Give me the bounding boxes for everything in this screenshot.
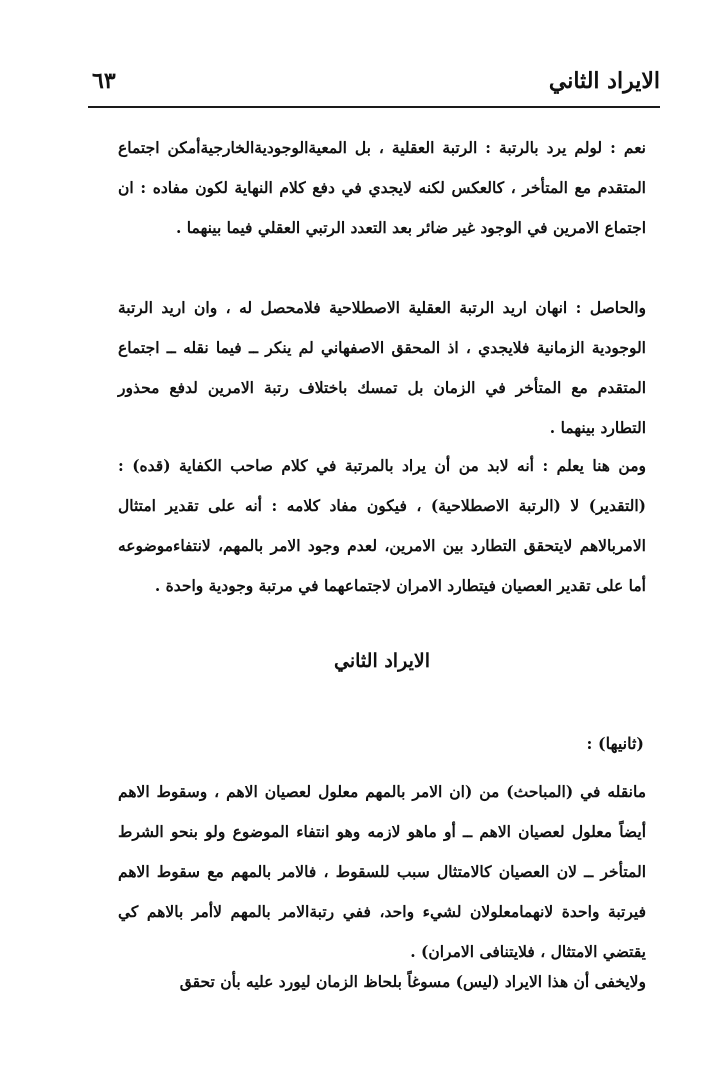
paragraph-4: مانقله في (المباحث) من (ان الامر بالمهم معلول لعصيان الاهم ، وسقوط الاهم أيضاً معلول لعصيان الاهم ــ أو ماهو لازمه وهو انتفاء الموضوع ولو بنحو الشرط المتأخر ــ لان العصيان كالامتثال سبب للسقوط ، فالامر بالمهم مع سقوط الاهم فيرتبة واحدة لانهمامعلولان لشيء واحد، ففي رتبةالامر بالمهم لاأمر بالاهم كي يقتضي الامتثال ، فلايتنافى الامران) .	[118, 782, 646, 961]
paragraph-3: ومن هنا يعلم : أنه لابد من أن يراد بالمرتبة في كلام صاحب الكفاية (قده) : (التقدير) لا (الرتبة الاصطلاحية) ، فيكون مفاد كلامه : أنه على تقدير امتثال الامربالاهم لايتحقق التطارد بين الامرين، لعدم وجود الامر بالمهم، لانتفاءموضوعه أما على تقدير العصيان فيتطارد الامران لاجتماعهما في مرتبة وجودية واحدة .	[118, 456, 646, 595]
header-divider	[88, 106, 660, 108]
page-header	[92, 62, 660, 104]
section-title: الايراد الثاني	[334, 650, 430, 672]
paragraph-5: ولايخفى أن هذا الايراد (ليس) مسوغاً بلحاظ الزمان ليورد عليه بأن تحقق	[179, 972, 646, 991]
running-title: الايراد الثاني	[548, 68, 660, 94]
page-number: ٦٣	[92, 68, 116, 94]
paragraph-1: نعم : لولم يرد بالرتبة : الرتبة العقلية ، بل المعيةالوجوديةالخارجيةأمكن اجتماع المتقدم مع المتأخر ، كالعكس لكنه لايجدي في دفع كلام النهاية لكون مفاده : ان اجتماع الامرين في الوجود غير ضائر بعد التعدد الرتبي العقلي فيما بينهما .	[118, 138, 646, 237]
subheading: (ثانيها) :	[586, 734, 644, 753]
paragraph-2: والحاصل : انهان اريد الرتبة العقلية الاصطلاحية فلامحصل له ، وان اريد الرتبة الوجودية الزمانية فلايجدي ، اذ المحقق الاصفهاني لم ينكر ــ فيما نقله ــ اجتماع المتقدم مع المتأخر في الزمان بل تمسك باختلاف رتبة الامرين لدفع محذور التطارد بينهما .	[118, 298, 646, 437]
